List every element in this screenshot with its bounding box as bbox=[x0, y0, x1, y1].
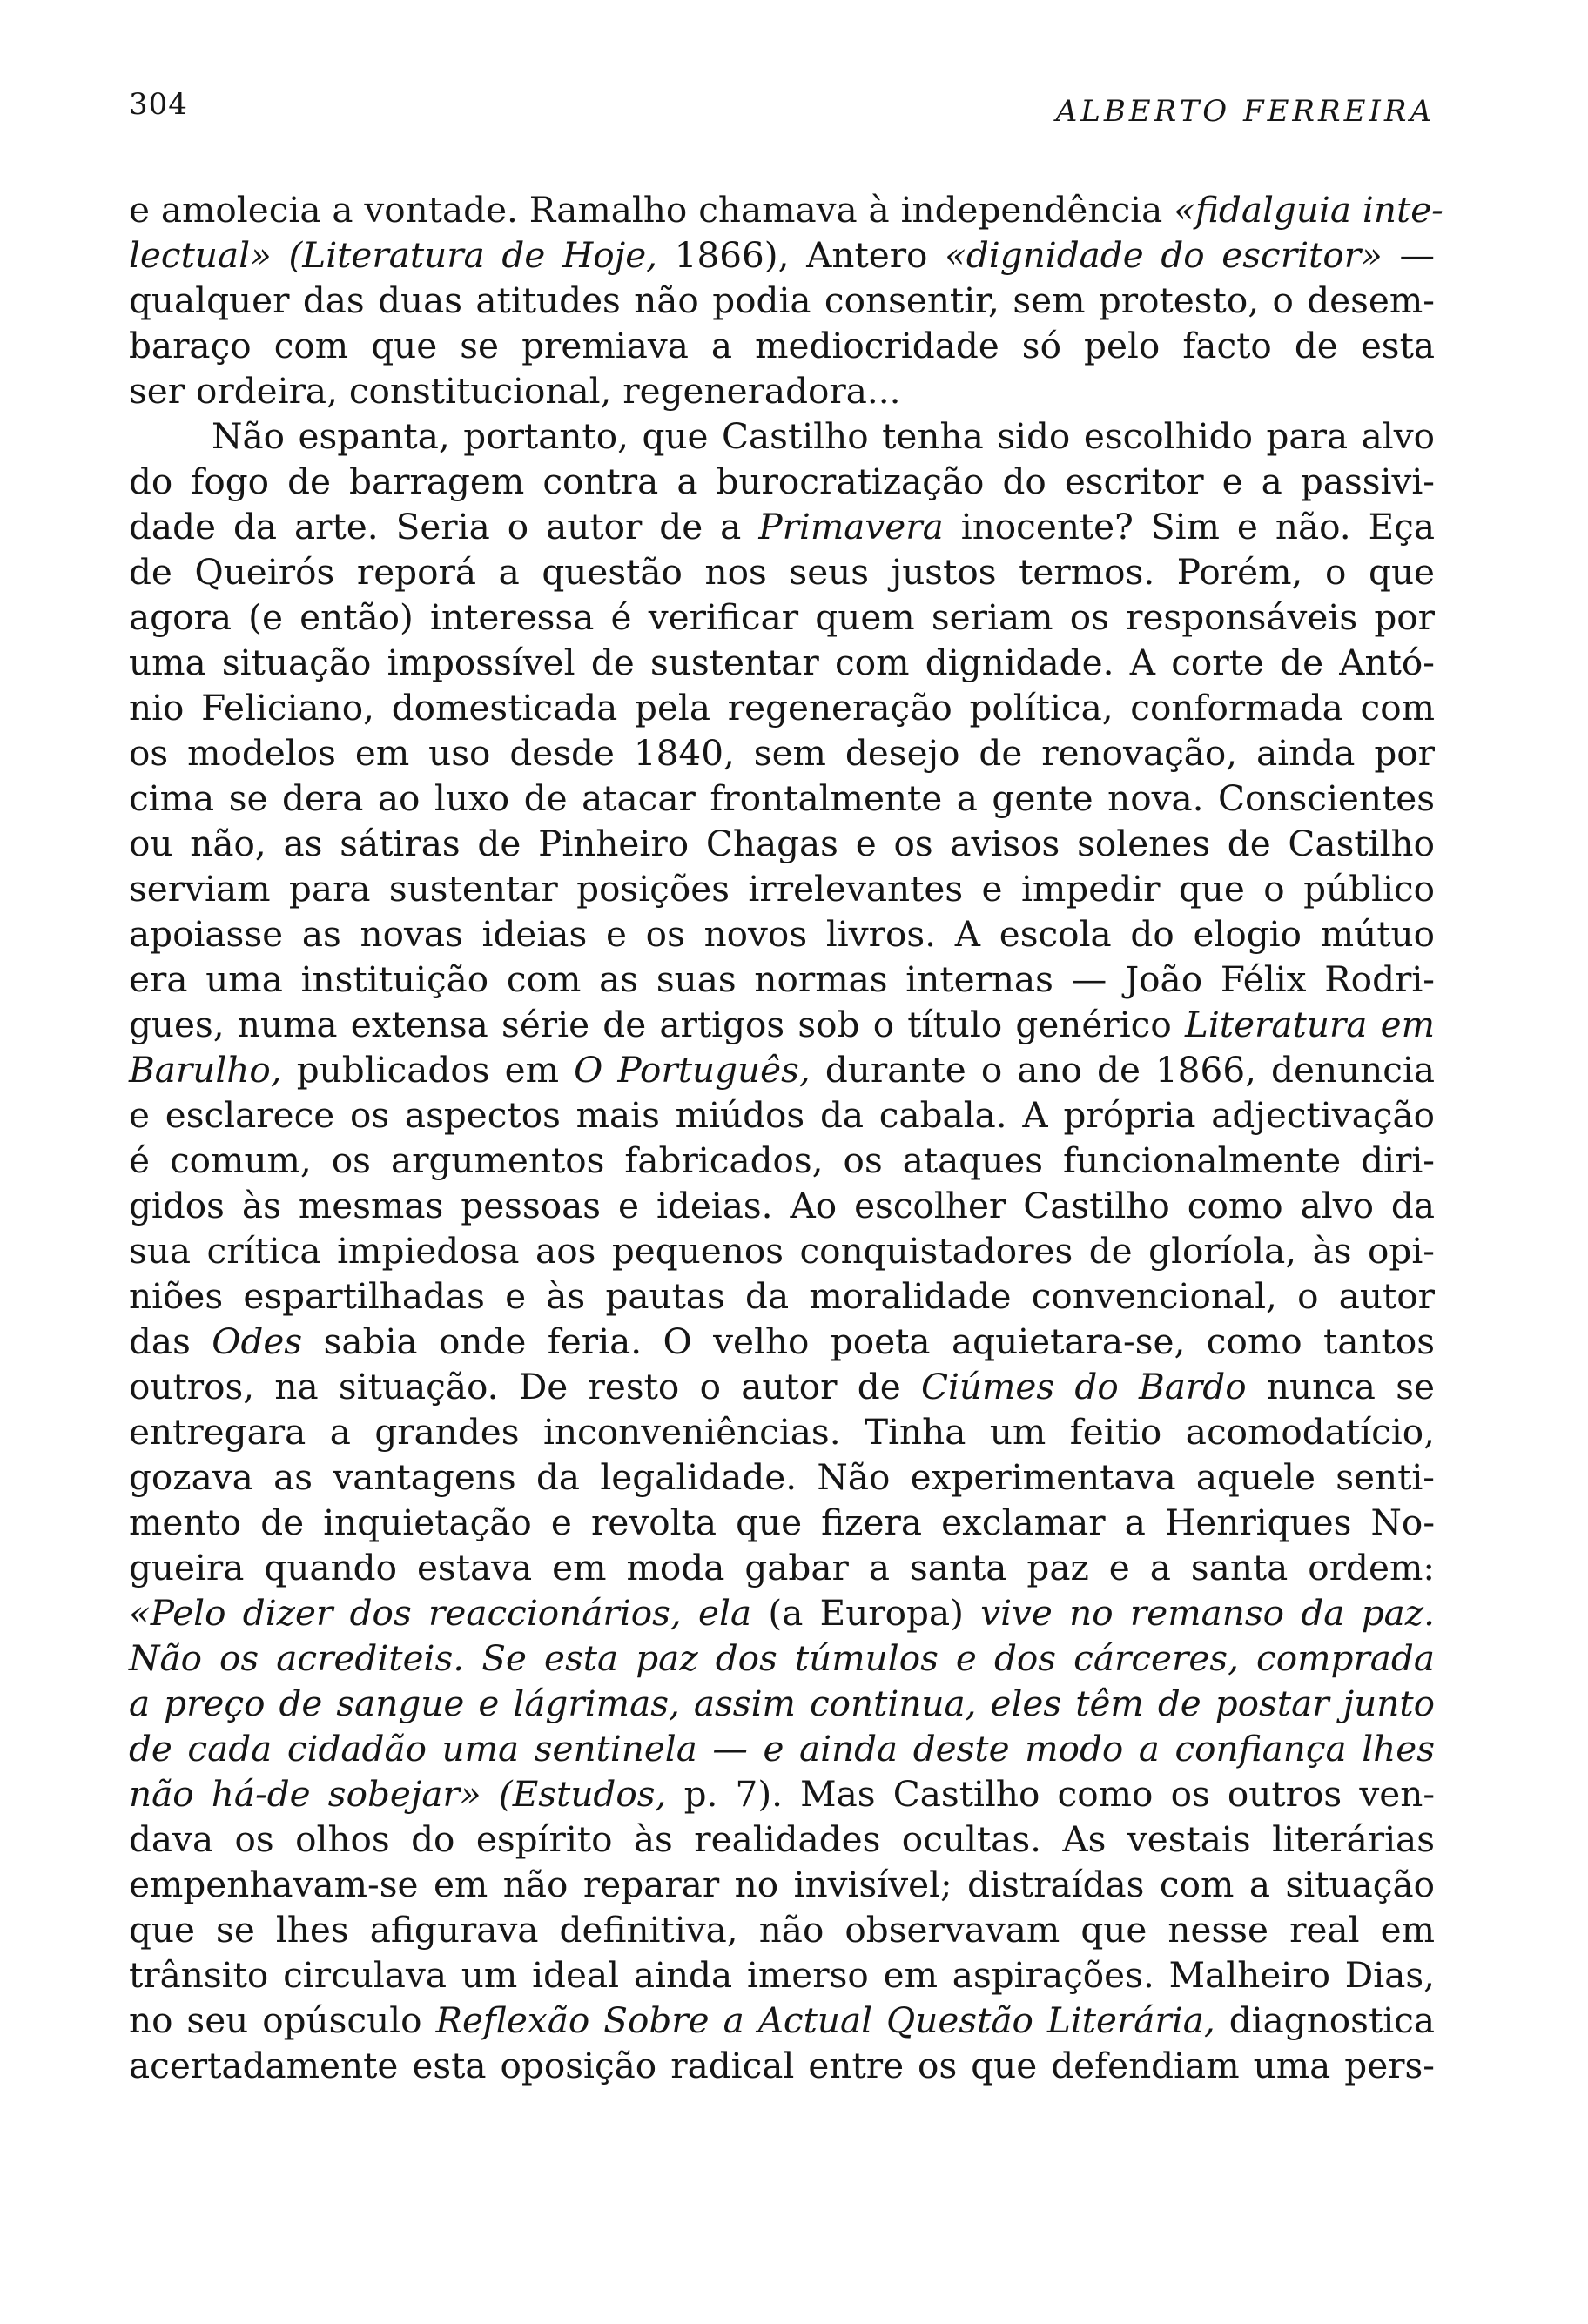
text-run: qualquer das duas atitudes não podia consentir, sem protesto, o desem- bbox=[129, 279, 1435, 321]
text-line bbox=[129, 1364, 1435, 1409]
text-line bbox=[129, 1726, 1435, 1771]
text-run: é comum, os argumentos fabricados, os ataques funcionalmente diri- bbox=[129, 1139, 1435, 1181]
italic-text: Odes bbox=[212, 1320, 303, 1362]
text-run: os modelos em uso desde 1840, sem desejo de renovação, ainda por bbox=[129, 732, 1435, 774]
text-run: trânsito circulava um ideal ainda imerso em aspirações. Malheiro Dias, bbox=[129, 1954, 1435, 1996]
text-line bbox=[129, 1636, 1435, 1681]
text-line bbox=[129, 640, 1435, 685]
text-line bbox=[129, 776, 1435, 821]
text-line bbox=[129, 1862, 1435, 1907]
text-line bbox=[129, 1681, 1435, 1726]
text-line bbox=[129, 594, 1435, 640]
text-line bbox=[129, 504, 1435, 549]
italic-text: não há-de sobejar» (Estudos, bbox=[129, 1773, 667, 1815]
text-run: dava os olhos do espírito às realidades ocultas. As vestais literárias bbox=[129, 1818, 1435, 1860]
text-line bbox=[129, 1002, 1435, 1047]
body-text bbox=[129, 187, 1443, 2088]
text-run: baraço com que se premiava a mediocridade só pelo facto de esta bbox=[129, 325, 1435, 366]
italic-text: «Pelo dizer dos reaccionários, ela bbox=[129, 1592, 752, 1634]
text-run: sua crítica impiedosa aos pequenos conquistadores de gloríola, às opi- bbox=[129, 1230, 1435, 1272]
italic-text: Barulho, bbox=[129, 1049, 282, 1091]
italic-text: a preço de sangue e lágrimas, assim continua, eles têm de postar junto bbox=[129, 1683, 1435, 1724]
text-line bbox=[129, 866, 1435, 911]
text-line bbox=[129, 1138, 1435, 1183]
text-line bbox=[129, 232, 1435, 278]
text-line bbox=[129, 911, 1435, 957]
text-run: e esclarece os aspectos mais miúdos da cabala. A própria adjectivação bbox=[129, 1094, 1435, 1136]
text-line bbox=[129, 1409, 1435, 1454]
text-run: dade da arte. Seria o autor de a bbox=[129, 506, 759, 547]
text-line bbox=[129, 323, 1435, 368]
text-run: durante o ano de 1866, denuncia bbox=[810, 1049, 1435, 1091]
text-line bbox=[129, 957, 1435, 1002]
text-line bbox=[129, 459, 1435, 504]
text-run: gidos às mesmas pessoas e ideias. Ao escolher Castilho como alvo da bbox=[129, 1185, 1435, 1226]
text-run: outros, na situação. De resto o autor de bbox=[129, 1366, 921, 1407]
text-line bbox=[129, 1319, 1435, 1364]
text-line bbox=[129, 821, 1435, 866]
italic-text: Reflexão Sobre a Actual Questão Literária, bbox=[435, 1999, 1215, 2041]
text-line bbox=[129, 1998, 1435, 2043]
text-line bbox=[129, 413, 1435, 459]
text-run: acertadamente esta oposição radical entre os que defendiam uma pers- bbox=[129, 2045, 1435, 2086]
text-line bbox=[129, 1183, 1435, 1228]
text-run: mento de inquietação e revolta que fizera exclamar a Henriques No- bbox=[129, 1501, 1435, 1543]
text-line bbox=[129, 549, 1435, 594]
text-line bbox=[129, 730, 1435, 776]
text-line bbox=[129, 1545, 1435, 1590]
text-run: das bbox=[129, 1320, 212, 1362]
text-run: entregara a grandes inconveniências. Tinha um feitio acomodatício, bbox=[129, 1411, 1435, 1453]
text-line bbox=[129, 1500, 1435, 1545]
italic-text: vive no remanso da paz. bbox=[980, 1592, 1435, 1634]
text-line bbox=[129, 187, 1443, 232]
italic-text: O Português, bbox=[574, 1049, 811, 1091]
text-run: no seu opúsculo bbox=[129, 1999, 436, 2041]
text-run: empenhavam-se em não reparar no invisível; distraídas com a situação bbox=[129, 1864, 1435, 1905]
text-line bbox=[129, 1228, 1435, 1273]
text-line bbox=[129, 685, 1435, 730]
text-run: serviam para sustentar posições irrelevantes e impedir que o público bbox=[129, 868, 1435, 910]
text-run: publicados em bbox=[281, 1049, 575, 1091]
text-run: niões espartilhadas e às pautas da moralidade convencional, o autor bbox=[129, 1275, 1435, 1317]
text-run: ou não, as sátiras de Pinheiro Chagas e os avisos solenes de Castilho bbox=[129, 823, 1435, 864]
text-run: e amolecia a vontade. Ramalho chamava à independência bbox=[129, 189, 1174, 231]
text-run: 1866), Antero bbox=[657, 234, 945, 276]
text-run: nunca se bbox=[1246, 1366, 1435, 1407]
text-run: (a Europa) bbox=[751, 1592, 981, 1634]
text-run: do fogo de barragem contra a burocratização do escritor e a passivi- bbox=[129, 460, 1435, 502]
text-line bbox=[129, 1817, 1435, 1862]
text-line bbox=[129, 2043, 1435, 2088]
text-line bbox=[129, 1952, 1435, 1998]
text-run: agora (e então) interessa é verificar quem seriam os responsáveis por bbox=[129, 596, 1435, 638]
text-run: de Queirós reporá a questão nos seus justos termos. Porém, o que bbox=[129, 551, 1435, 593]
text-run: inocente? Sim e não. Eça bbox=[943, 506, 1436, 547]
text-run: uma situação impossível de sustentar com dignidade. A corte de Antó- bbox=[129, 641, 1435, 683]
text-run: gueira quando estava em moda gabar a santa paz e a santa ordem: bbox=[129, 1547, 1435, 1589]
italic-text: «dignidade do escritor» bbox=[945, 234, 1383, 276]
text-run: cima se dera ao luxo de atacar frontalmente a gente nova. Conscientes bbox=[129, 777, 1435, 819]
running-head-author: ALBERTO FERREIRA bbox=[1055, 94, 1435, 129]
text-run: gozava as vantagens da legalidade. Não experimentava aquele senti- bbox=[129, 1456, 1435, 1498]
italic-text: Primavera bbox=[758, 506, 944, 547]
italic-text: Literatura em bbox=[1184, 1004, 1435, 1045]
text-line bbox=[129, 1771, 1435, 1817]
text-run: que se lhes afigurava definitiva, não observavam que nesse real em bbox=[129, 1909, 1435, 1951]
text-line bbox=[129, 1907, 1435, 1952]
text-run: apoiasse as novas ideias e os novos livros. A escola do elogio mútuo bbox=[129, 913, 1435, 955]
italic-text: «fidalguia inte- bbox=[1174, 189, 1443, 231]
italic-text: Não os acrediteis. Se esta paz dos túmulos e dos cárceres, comprada bbox=[129, 1637, 1435, 1679]
page-number: 304 bbox=[129, 87, 188, 122]
text-run: era uma instituição com as suas normas internas — João Félix Rodri- bbox=[129, 958, 1435, 1000]
italic-text: lectual» (Literatura de Hoje, bbox=[129, 234, 658, 276]
text-line bbox=[129, 1454, 1435, 1500]
text-run: p. 7). Mas Castilho como os outros ven- bbox=[666, 1773, 1435, 1815]
text-run: Não espanta, portanto, que Castilho tenha sido escolhido para alvo bbox=[212, 415, 1435, 457]
text-line bbox=[129, 368, 1435, 413]
text-run: sabia onde feria. O velho poeta aquietara-se, como tantos bbox=[302, 1320, 1435, 1362]
text-run: gues, numa extensa série de artigos sob o título genérico bbox=[129, 1004, 1185, 1045]
running-head bbox=[129, 87, 1435, 139]
text-run: diagnostica bbox=[1215, 1999, 1435, 2041]
text-line bbox=[129, 1273, 1435, 1319]
text-run: nio Feliciano, domesticada pela regeneração política, conformada com bbox=[129, 687, 1435, 729]
text-line bbox=[129, 1590, 1435, 1636]
text-line bbox=[129, 1092, 1435, 1138]
text-line bbox=[129, 1047, 1435, 1092]
text-line bbox=[129, 278, 1435, 323]
italic-text: de cada cidadão uma sentinela — e ainda deste modo a confiança lhes bbox=[129, 1728, 1435, 1770]
text-run: ser ordeira, constitucional, regeneradora... bbox=[129, 370, 901, 412]
italic-text: Ciúmes do Bardo bbox=[920, 1366, 1247, 1407]
text-run: — bbox=[1382, 234, 1435, 276]
